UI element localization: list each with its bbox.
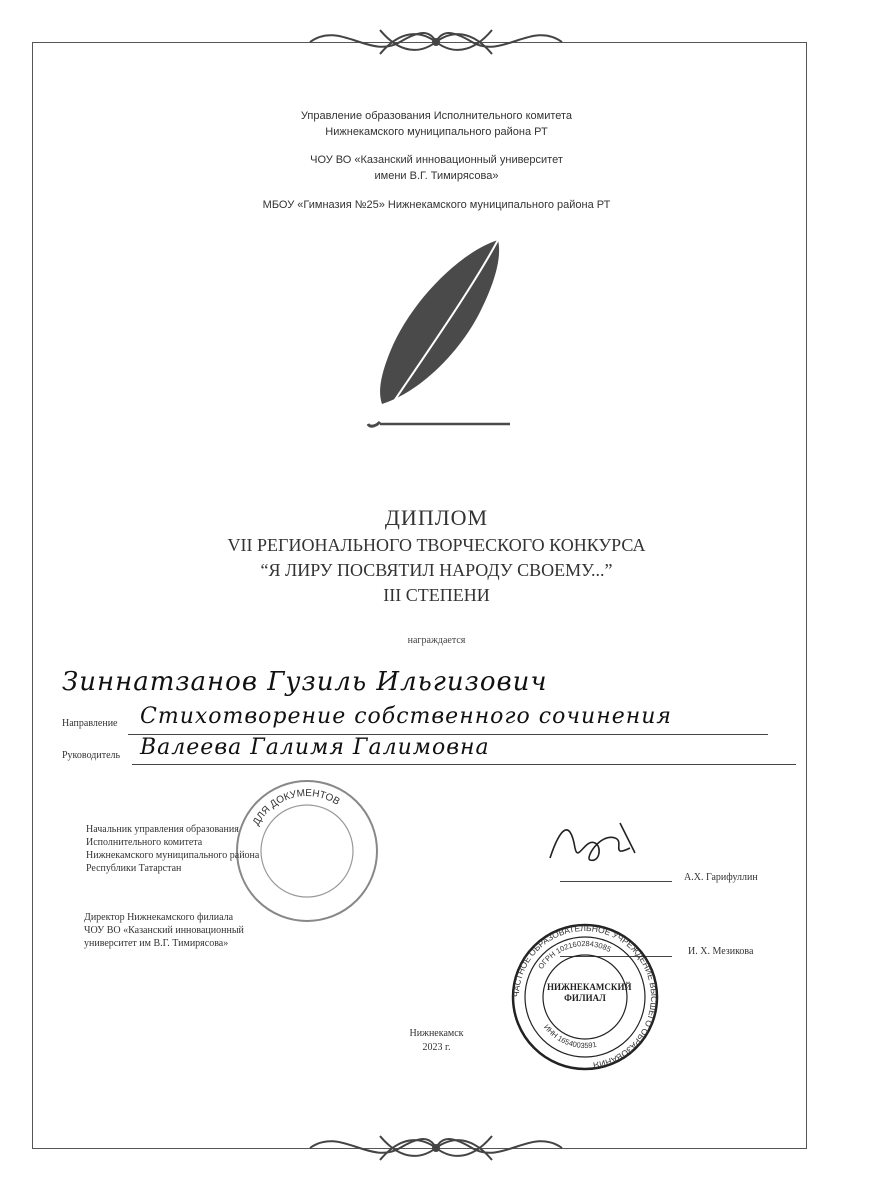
diploma-title: ДИПЛОМ [384, 505, 489, 530]
seal-ogrn: ОГРН 1021602843085 [536, 938, 613, 971]
awarded-label: награждается [407, 635, 466, 646]
signatory-1-position [86, 823, 259, 875]
contest-title: VII РЕГИОНАЛЬНОГО ТВОРЧЕСКОГО КОНКУРСА [227, 535, 646, 555]
supervisor-line [132, 764, 796, 765]
signatory-1-name: А.Х. Гарифуллин [684, 872, 758, 883]
signatory-2-position [84, 911, 244, 950]
signature-1-line [560, 881, 672, 882]
organizer-line-2: Нижнекамского муниципального района РТ [325, 126, 548, 138]
signatory-2-name: И. Х. Мезикова [688, 946, 754, 957]
signatory-2-line-2: ЧОУ ВО «Казанский инновационный [84, 925, 244, 936]
direction-label: Направление [62, 718, 118, 729]
signatory-2-line-3: университет им В.Г. Тимирясова» [84, 938, 229, 949]
supervisor-label: Руководитель [62, 750, 121, 761]
signatory-1-line-1: Начальник управления образования [86, 824, 239, 835]
recipient-name: Зиннатзанов Гузиль Ильгизович [62, 667, 548, 697]
footer-city: Нижнекамск [409, 1028, 464, 1039]
seal-inn: ИНН 1654003591 [542, 1022, 598, 1051]
organizer-line-1: Управление образования Исполнительного комитета [300, 110, 573, 122]
seal-center-text: НИЖНЕКАМСКИЙ ФИЛИАЛ [547, 982, 632, 1003]
signatory-1-line-4: Республики Татарстан [86, 863, 182, 874]
degree-title: III СТЕПЕНИ [383, 585, 490, 605]
direction-value: Стихотворение собственного сочинения [140, 704, 672, 729]
supervisor-value: Валеева Галимя Галимовна [140, 735, 490, 760]
signatory-1-line-2: Исполнительного комитета [86, 837, 203, 848]
footer-year: 2023 г. [422, 1042, 451, 1053]
organizer-line-4: имени В.Г. Тимирясова» [374, 170, 499, 182]
feather-quill-icon [340, 232, 520, 432]
signatory-2-line-1: Директор Нижнекамского филиала [84, 912, 234, 923]
seal-ring-text: ЧАСТНОЕ ОБРАЗОВАТЕЛЬНОЕ УЧРЕЖДЕНИЕ ВЫСШЕГО ОБРАЗОВАНИЯ [510, 922, 660, 1071]
signature-1 [540, 808, 650, 878]
contest-motto: “Я ЛИРУ ПОСВЯТИЛ НАРОДУ СВОЕМУ...” [260, 560, 613, 580]
signatory-1-line-3: Нижнекамского муниципального района [86, 850, 260, 861]
organizer-line-3: ЧОУ ВО «Казанский инновационный университет [310, 154, 563, 166]
organizer-line-5: МБОУ «Гимназия №25» Нижнекамского муниципального района РТ [262, 199, 611, 211]
left-stamp-text: ДЛЯ ДОКУМЕНТОВ [251, 787, 342, 828]
